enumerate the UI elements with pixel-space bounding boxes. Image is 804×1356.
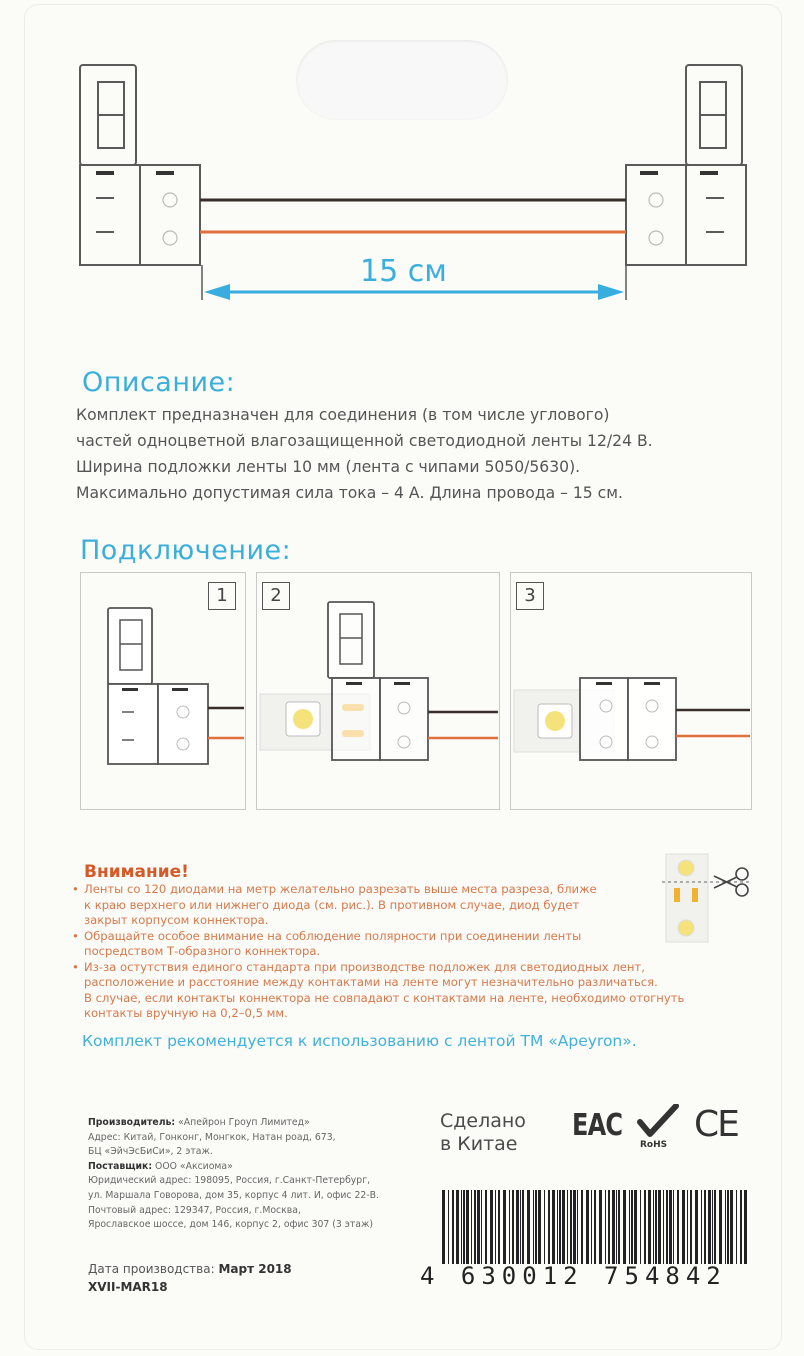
manufacturer-line: БЦ «ЭйчЭсБиСи», 2 этаж.: [88, 1146, 213, 1158]
eac-mark-icon: ЕAC: [572, 1108, 623, 1143]
manufacturer-line: Ярославское шоссе, дом 146, корпус 2, офис 307 (3 этаж): [88, 1219, 373, 1231]
warning-line: расположение и расстояние между контактами на ленте могут незначительно различаться.: [84, 975, 658, 989]
warning-line: к краю верхнего или нижнего диода (см. рис.). В противном случае, диод будет: [84, 897, 580, 912]
manufacturer-line: Юридический адрес: 198095, Россия, г.Санкт-Петербург,: [88, 1175, 371, 1187]
manufacturer-line: Поставщик: ООО «Аксиома»: [88, 1160, 233, 1172]
date-value: Март 2018: [218, 1262, 292, 1276]
ce-mark-icon: CE: [694, 1104, 738, 1145]
origin-line: в Китае: [440, 1133, 518, 1155]
manufacturer-line: Производитель: «Апейрон Гроуп Лимитед»: [88, 1117, 310, 1128]
warning-line: Из-за остутствия единого стандарта при производстве подложек для светодиодных лент,: [84, 959, 645, 974]
warning-item: • Обращайте особое внимание на соблюдение полярности при соединении ленты посредством Т-образного коннектора.: [72, 929, 762, 960]
warning-line: посредством Т-образного коннектора.: [84, 944, 321, 958]
description-line: Максимально допустимая сила тока – 4 А. Длина провода – 15 см.: [76, 484, 623, 502]
step-1-illustration: [80, 600, 244, 780]
date-label: Дата производства:: [88, 1262, 215, 1276]
step-3-illustration: [510, 596, 750, 776]
warning-item: • Из-за остутствия единого стандарта при производстве подложек для светодиодных лент, расположение и расстояние между контактами на ленте могут незначительно различаться. В случае, если контакты коннектора не совпадают с контактами на ленте, необходимо отогнуть контакты вручную на 0,2–0,5 мм.: [72, 960, 762, 1022]
batch-code: XVII-MAR18: [88, 1280, 168, 1294]
warning-line: Ленты со 120 диодами на метр желательно разрезать выше места разреза, ближе: [84, 882, 597, 896]
description-text: [76, 402, 766, 506]
manufacturer-info: [88, 1116, 428, 1233]
connection-heading: Подключение:: [80, 535, 292, 566]
rohs-checkmark-icon: [636, 1104, 684, 1140]
barcode-icon: [440, 1190, 750, 1266]
warning-title: Внимание!: [84, 862, 189, 882]
rohs-label: RoHS: [640, 1140, 668, 1150]
manufacturer-line: Почтовый адрес: 129347, Россия, г.Москва,: [88, 1204, 301, 1216]
warning-line: Обращайте особое внимание на соблюдение полярности при соединении ленты: [84, 928, 582, 943]
description-line: Комплект предназначен для соединения (в том числе углового): [76, 406, 610, 424]
step-number-2: 2: [262, 582, 290, 610]
manufacturer-line: Адрес: Китай, Гонконг, Монгкок, Натан роад, 673,: [88, 1131, 336, 1143]
recommendation-text: Комплект рекомендуется к использованию с лентой ТМ «Apeyron».: [82, 1032, 637, 1050]
warning-item: • Ленты со 120 диодами на метр желательно разрезать выше места разреза, ближе к краю верхнего или нижнего диода (см. рис.). В противном случае, диод будет закрыт корпусом коннектора.: [72, 882, 762, 929]
description-heading: Описание:: [82, 367, 236, 398]
warning-line: закрыт корпусом коннектора.: [84, 913, 269, 927]
description-line: Ширина подложки ленты 10 мм (лента с чипами 5050/5630).: [76, 458, 581, 476]
manufacturer-line: ул. Маршала Говорова, дом 35, корпус 4 лит. И, офис 22-В.: [88, 1189, 379, 1201]
step-number-3: 3: [516, 582, 544, 610]
barcode-digits: 4 630012 754842: [420, 1262, 727, 1290]
made-in-china: [440, 1110, 526, 1156]
warning-list: [72, 882, 762, 1022]
step-2-illustration: [256, 596, 498, 776]
origin-line: Сделано: [440, 1110, 526, 1132]
scissors-icon: [712, 866, 752, 898]
step-number-1: 1: [208, 582, 236, 610]
production-date: [88, 1262, 292, 1276]
warning-line: В случае, если контакты коннектора не совпадают с контактами на ленте, необходимо отогнуть: [84, 990, 685, 1005]
description-line: частей одноцветной влагозащищенной светодиодной ленты 12/24 В.: [76, 432, 653, 450]
length-label: 15 см: [360, 254, 447, 289]
warning-line: контакты вручную на 0,2–0,5 мм.: [84, 1006, 288, 1020]
